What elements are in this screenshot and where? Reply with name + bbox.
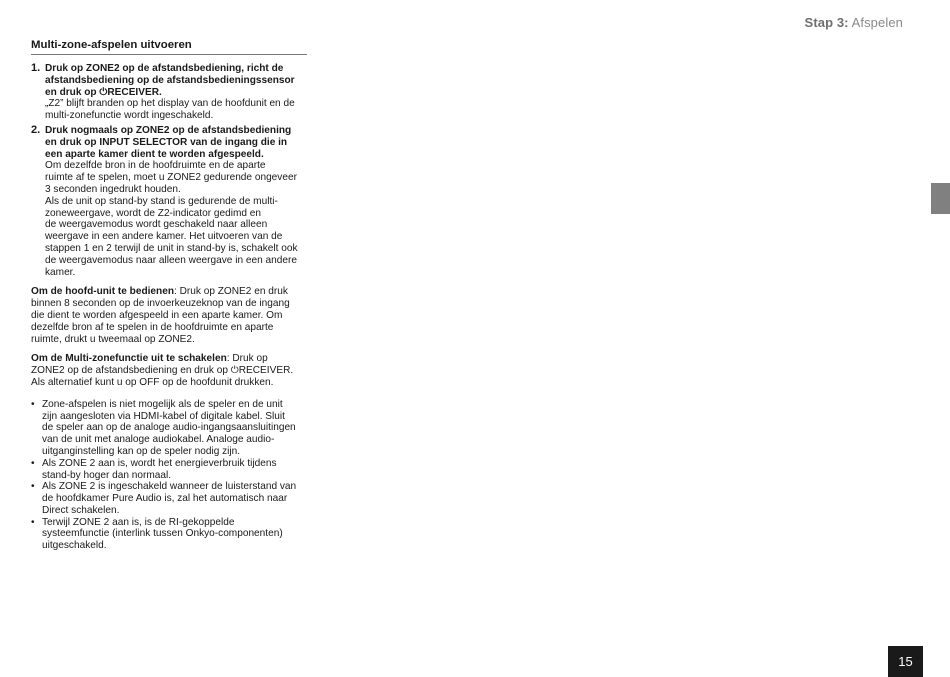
list-item-line: de speler aan op de analoge audio-ingangsaansluitingen (42, 422, 296, 434)
list-item-line: uitgeschakeld. (42, 540, 107, 552)
step-label: Stap 3: (804, 15, 849, 30)
note-line: binnen 8 seconden op de invoerkeuzeknop van de ingang (31, 298, 290, 310)
note-line: Als alternatief kunt u op OFF op de hoofdunit drukken. (31, 376, 274, 388)
list-item-line: Direct schakelen. (42, 504, 120, 516)
list-item-line: Als ZONE 2 aan is, wordt het energieverbruik tijdens (42, 457, 277, 469)
list-item-line: Als ZONE 2 is ingeschakeld wanneer de luisterstand van (42, 481, 297, 493)
step-detail-line: Als de unit op stand-by stand is gedurende de multi- (45, 195, 278, 207)
main-unit-note (31, 286, 307, 345)
note-first-line (31, 286, 307, 298)
step-detail-line: ruimte af te spelen, moet u ZONE2 gedurende ongeveer (45, 172, 297, 184)
list-item-line: stand-by hoger dan normaal. (42, 469, 172, 481)
note-line: dezelfde bron af te spelen in de hoofdruimte en aparte (31, 321, 274, 333)
step-2 (31, 125, 307, 278)
switch-off-note (31, 353, 307, 388)
list-item (31, 517, 307, 552)
step-instruction-line: Druk nogmaals op ZONE2 op de afstandsbediening (45, 124, 292, 136)
step-detail-line: de weergavemodus wordt geschakeld naar alleen (45, 219, 268, 231)
step-detail-line: Om dezelfde bron in de hoofdruimte en de aparte (45, 160, 266, 172)
step-number: 1. (31, 62, 41, 74)
step-detail-line: 3 seconden ingedrukt houden. (45, 183, 181, 195)
step-instruction-line: en druk op ⏻RECEIVER. (45, 86, 162, 98)
step-body (45, 63, 307, 122)
list-item-line: systeemfunctie (interlink tussen Onkyo-componenten) (42, 528, 283, 540)
bullet-icon: • (31, 398, 35, 410)
bullet-icon: • (31, 481, 35, 493)
section-title: Multi-zone-afspelen uitvoeren (31, 38, 307, 55)
step-1 (31, 63, 307, 122)
note-label: Om de hoofd-unit te bedienen (31, 286, 174, 298)
list-item (31, 481, 307, 516)
list-item-line: de hoofdkamer Pure Audio is, zal het automatisch naar (42, 493, 288, 505)
step-detail-line: kamer. (45, 266, 76, 278)
step-instruction-line: afstandsbediening op de afstandsbedieningssensor (45, 74, 295, 86)
notes-list (31, 399, 307, 552)
step-detail-line: weergave in een andere kamer. Het uitvoeren van de (45, 231, 283, 243)
note-first-line (31, 353, 307, 365)
step-detail-line: „Z2” blijft branden op het display van de hoofdunit en de (45, 98, 295, 110)
step-number: 2. (31, 123, 41, 136)
bullet-icon: • (31, 516, 35, 528)
list-item-line: van de unit met analoge audiokabel. Analoge audio- (42, 434, 275, 446)
list-item-text (42, 399, 296, 458)
bullet-icon: • (31, 457, 35, 469)
list-item-line: Zone-afspelen is niet mogelijk als de speler en de unit (42, 398, 283, 410)
list-item-text (42, 458, 277, 482)
list-item (31, 458, 307, 482)
step-instruction-line: en druk op INPUT SELECTOR van de ingang die in (45, 136, 288, 148)
step-instruction-line: een aparte kamer dient te worden afgespeeld. (45, 148, 264, 160)
note-line: ZONE2 op de afstandsbediening en druk op ⏻RECEIVER. (31, 365, 294, 377)
step-body (45, 125, 307, 278)
step-detail-line: multi-zonefunctie wordt ingeschakeld. (45, 110, 214, 122)
list-item-text (42, 517, 283, 552)
note-line: die dient te worden afgespeeld in een aparte kamer. Om (31, 309, 283, 321)
page-header (805, 15, 903, 30)
step-instruction-line: Druk op ZONE2 op de afstandsbediening, richt de (45, 63, 284, 74)
note-text: : Druk op (226, 353, 268, 365)
list-item-line: Terwijl ZONE 2 aan is, is de RI-gekoppelde (42, 516, 235, 528)
note-text: : Druk op ZONE2 en druk (174, 286, 288, 298)
note-label: Om de Multi-zonefunctie uit te schakelen (31, 353, 227, 365)
step-title: Afspelen (851, 15, 903, 30)
list-item-line: uitganginstelling kan op de speler nodig zijn. (42, 445, 241, 457)
chapter-tab-marker (931, 183, 950, 214)
list-item-line: zijn aangesloten via HDMI-kabel of digitale kabel. Sluit (42, 410, 285, 422)
step-detail-line: zoneweergave, wordt de Z2-indicator gedimd en (45, 207, 262, 219)
page-number: 15 (888, 646, 923, 677)
step-detail-line: de weergavemodus naar alleen weergave in een andere (45, 254, 297, 266)
step-detail-line: stappen 1 en 2 terwijl de unit in stand-by is, schakelt ook (45, 242, 298, 254)
list-item (31, 399, 307, 458)
note-line: ruimte, drukt u tweemaal op ZONE2. (31, 333, 195, 345)
main-column (31, 38, 307, 552)
list-item-text (42, 481, 296, 516)
